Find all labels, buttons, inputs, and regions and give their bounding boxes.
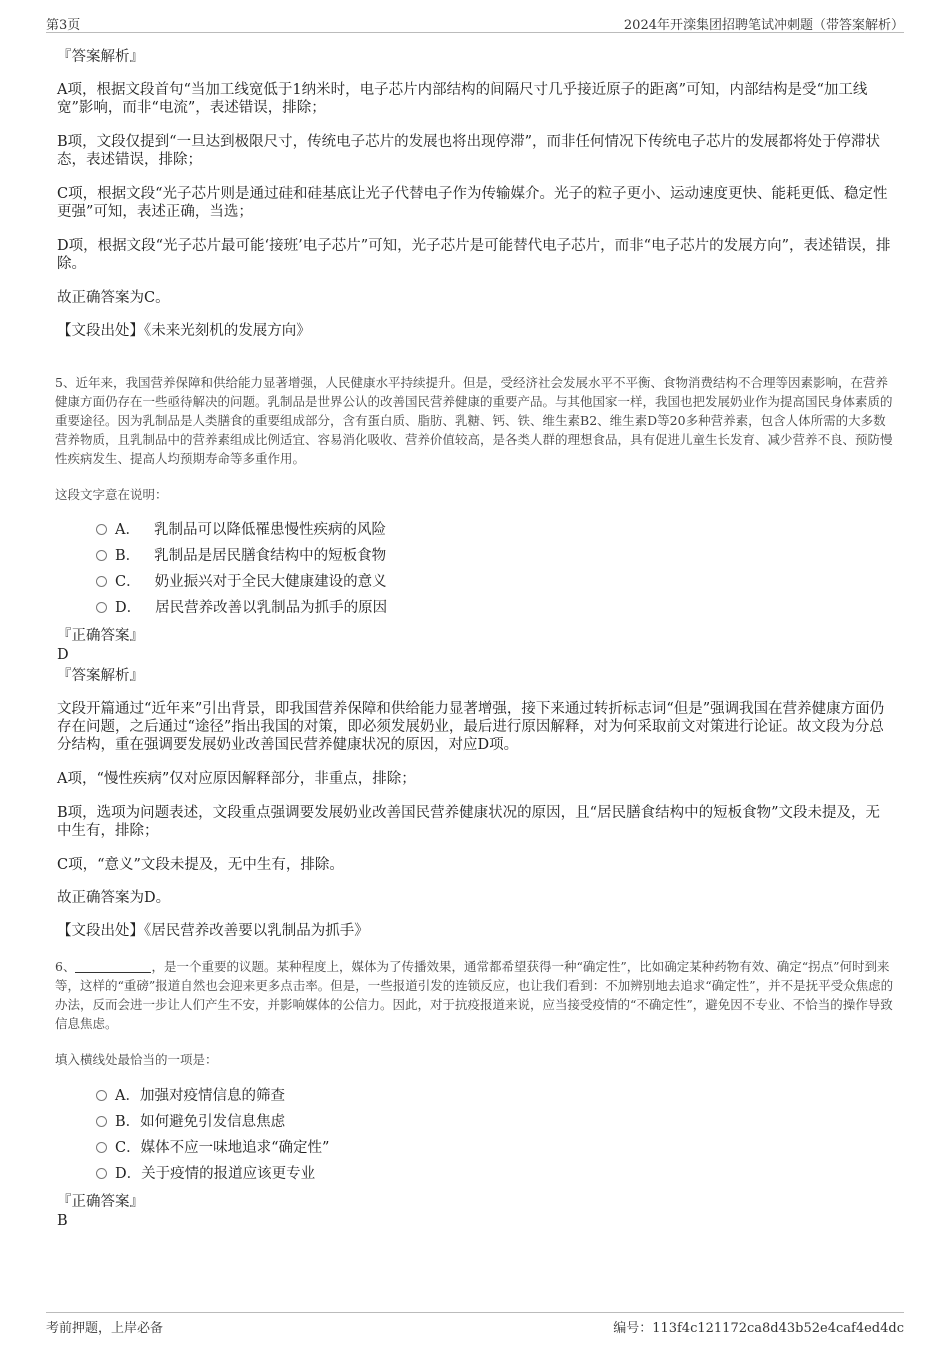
radio-icon[interactable] bbox=[96, 602, 107, 613]
analysis-b: B项，文段仅提到“一旦达到极限尺寸，传统电子芯片的发展也将出现停滞”，而非任何情况下传统电子芯片的发展都将处于停滞状态，表述错误，排除； bbox=[57, 134, 880, 168]
radio-icon[interactable] bbox=[96, 576, 107, 587]
document-id: 编号：113f4c121172ca8d43b52e4caf4ed4dc bbox=[613, 1321, 904, 1336]
radio-icon[interactable] bbox=[96, 1168, 107, 1179]
fill-blank bbox=[75, 960, 151, 973]
question-stem-text: ，是一个重要的议题。某种程度上，媒体为了传播效果，通常都希望获得一种“确定性”，比如确定某种药物有效、确定“拐点”何时到来等，这样的“重磅”报道自然也会迎来更多点击率。但是，一些报道引发的连锁反应，也让我们看到：不加辨别地去追求“确定性”，并不是抚平受众焦虑的办法，反而会进一步让人们产生不安，并影响媒体的公信力。因此，对于抗疫报道来说，应当接受疫情的“不确定性”，避免因不专业、不恰当的操作导致信息焦虑。 bbox=[55, 959, 894, 1031]
option-b[interactable]: B．如何避免引发信息焦虑 bbox=[96, 1113, 285, 1131]
radio-icon[interactable] bbox=[96, 1142, 107, 1153]
page-footer bbox=[46, 1312, 904, 1335]
analysis-d: D项，根据文段“光子芯片最可能‘接班’电子芯片”可知，光子芯片是可能替代电子芯片，而非“电子芯片的发展方向”，表述错误，排除。 bbox=[57, 238, 891, 272]
analysis-a: A项，根据文段首句“当加工线宽低于1纳米时，电子芯片内部结构的间隔尺寸几乎接近原子的距离”可知，内部结构是受“加工线宽”影响，而非“电流”，表述错误，排除； bbox=[57, 82, 868, 116]
footer-slogan: 考前押题，上岸必备 bbox=[46, 1321, 164, 1336]
question-stem: 5、近年来，我国营养保障和供给能力显著增强，人民健康水平持续提升。但是，受经济社会发展水平不平衡、食物消费结构不合理等因素影响，在营养健康方面仍存在一些亟待解决的问题。乳制品是世界公认的改善国民营养健康的重要产品。与其他国家一样，我国也把发展奶业作为提高国民身体素质的重要途径。因为乳制品是人类膳食的重要组成部分，含有蛋白质、脂肪、乳糖、钙、铁、维生素B2、维生素D等20多种营养素，包含人体所需的大多数营养物质，且乳制品中的营养素组成比例适宜、容易消化吸收、营养价值较高，是各类人群的理想食品，具有促进儿童生长发育、减少营养不良、预防慢性疾病发生、提高人均预期寿命等多重作用。 bbox=[55, 375, 893, 466]
option-a[interactable]: A． 乳制品可以降低罹患慢性疾病的风险 bbox=[96, 521, 386, 539]
source: 【文段出处】《未来光刻机的发展方向》 bbox=[57, 323, 311, 339]
option-c[interactable]: C．媒体不应一味地追求“确定性” bbox=[96, 1139, 329, 1157]
radio-icon[interactable] bbox=[96, 524, 107, 535]
answer-label: 『正确答案』 bbox=[57, 628, 144, 644]
option-d[interactable]: D．关于疫情的报道应该更专业 bbox=[96, 1165, 315, 1183]
analysis-text: 文段开篇通过“近年来”引出背景，即我国营养保障和供给能力显著增强，接下来通过转折标志词“但是”强调我国在营养健康方面仍存在问题，之后通过“途径”指出我国的对策，即必须发展奶业，最后进行原因解释，对为何采取前文对策进行论证。故文段为分总分结构，重在强调要发展奶业改善国民营养健康状况的原因，对应D项。 bbox=[57, 701, 885, 753]
analysis-a: A项，“慢性疾病”仅对应原因解释部分，非重点，排除； bbox=[57, 771, 416, 787]
page-header bbox=[46, 12, 904, 33]
radio-icon[interactable] bbox=[96, 1090, 107, 1101]
conclusion: 故正确答案为D。 bbox=[57, 890, 171, 906]
option-c[interactable]: C． 奶业振兴对于全民大健康建设的意义 bbox=[96, 573, 387, 591]
analysis-label: 『答案解析』 bbox=[57, 668, 144, 684]
conclusion: 故正确答案为C。 bbox=[57, 290, 170, 306]
question-prompt: 这段文字意在说明： bbox=[55, 487, 168, 502]
question-number: 6、 bbox=[55, 959, 76, 974]
analysis-c: C项，“意义”文段未提及，无中生有，排除。 bbox=[57, 857, 344, 873]
answer-value: B bbox=[57, 1213, 68, 1229]
radio-icon[interactable] bbox=[96, 550, 107, 561]
question-stem bbox=[55, 957, 895, 1033]
source: 【文段出处】《居民营养改善要以乳制品为抓手》 bbox=[57, 923, 369, 939]
question-prompt: 填入横线处最恰当的一项是： bbox=[55, 1052, 218, 1067]
answer-label: 『正确答案』 bbox=[57, 1194, 144, 1210]
document-title: 2024年开滦集团招聘笔试冲刺题（带答案解析） bbox=[623, 18, 904, 33]
radio-icon[interactable] bbox=[96, 1116, 107, 1127]
page-number: 第3页 bbox=[46, 18, 81, 33]
answer-value: D bbox=[57, 647, 69, 663]
option-b[interactable]: B． 乳制品是居民膳食结构中的短板食物 bbox=[96, 547, 386, 565]
analysis-b: B项，选项为问题表述，文段重点强调要发展奶业改善国民营养健康状况的原因，且“居民膳食结构中的短板食物”文段未提及，无中生有，排除； bbox=[57, 805, 880, 839]
analysis-label: 『答案解析』 bbox=[57, 49, 144, 65]
analysis-c: C项，根据文段“光子芯片则是通过硅和硅基底让光子代替电子作为传输媒介。光子的粒子更小、运动速度更快、能耗更低、稳定性更强”可知，表述正确，当选； bbox=[57, 186, 888, 220]
option-a[interactable]: A．加强对疫情信息的筛查 bbox=[96, 1087, 285, 1105]
option-d[interactable]: D． 居民营养改善以乳制品为抓手的原因 bbox=[96, 599, 387, 617]
